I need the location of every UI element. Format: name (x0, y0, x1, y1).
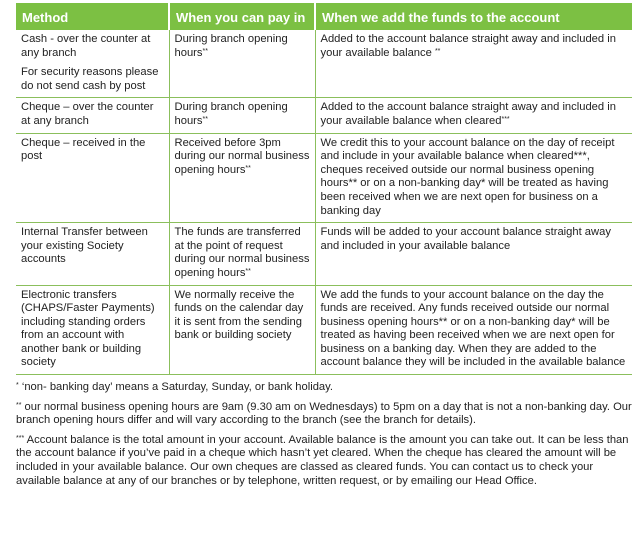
table-row (16, 223, 632, 285)
cell-when-add (315, 285, 632, 375)
footnote (16, 434, 632, 488)
footnote (16, 401, 632, 428)
footnote-mark: * (16, 382, 19, 390)
cell-text: Cheque – over the counter at any branch (21, 101, 154, 127)
cell-text: We add the funds to your account balance on the day the funds are received. Any funds received outside our normal business opening hours** or on a non-banking day* will be treated as having been received when we are next open for business on a banking day. When they are added to the account balance they will be included in the available balance (320, 288, 626, 369)
cell-text: We normally receive the funds on the calendar day it is sent from the sending bank or building society (174, 288, 304, 342)
table-row (16, 30, 632, 98)
cell-text: Internal Transfer between your existing Society accounts (21, 226, 148, 266)
cell-text: During branch opening hours (174, 101, 288, 127)
cell-when-add (315, 98, 632, 133)
cell-when-pay (169, 98, 315, 133)
cell-method (16, 98, 169, 133)
cell-text: We credit this to your account balance on the day of receipt and include in your available balance when cleared***, cheques received outside our normal business opening hours** or on a non-banking day* will be treated as having been received when we are next open for business on a banking day (320, 136, 615, 217)
footnote-text: ‘non- banking day’ means a Saturday, Sunday, or bank holiday. (18, 381, 334, 394)
cell-when-pay (169, 133, 315, 223)
header-method: Method (16, 3, 169, 30)
header-when-add: When we add the funds to the account (315, 3, 632, 30)
footnotes (16, 381, 632, 488)
cell-method (16, 223, 169, 285)
cell-when-pay (169, 30, 315, 98)
footnote-mark: ** (245, 164, 251, 172)
cell-text: Cash - over the counter at any branch (21, 33, 151, 59)
cell-text: Added to the account balance straight away and included in your available balance (320, 33, 616, 59)
table-row (16, 133, 632, 223)
footnote (16, 381, 632, 395)
footnote-mark: ** (202, 115, 208, 123)
footnote-mark: *** (501, 115, 510, 123)
payment-methods-table (16, 3, 632, 375)
cell-text: For security reasons please do not send cash by post (21, 66, 159, 92)
footnote-mark: ** (16, 401, 22, 409)
cell-method (16, 133, 169, 223)
footnote-mark: ** (434, 47, 441, 55)
footnote-text: our normal business opening hours are 9am (9.30 am on Wednesdays) to 5pm on a day that is not a non-banking day. Our branch opening hours differ and will vary according to the branch (see the branch for details). (16, 400, 632, 427)
cell-text: During branch opening hours (174, 33, 288, 59)
cell-when-add (315, 30, 632, 98)
footnote-mark: ** (245, 267, 251, 275)
cell-when-add (315, 133, 632, 223)
cell-when-pay (169, 223, 315, 285)
cell-text: Received before 3pm during our normal business opening hours (174, 136, 310, 176)
footnote-text: Account balance is the total amount in your account. Available balance is the amount you can take out. It can be less than the account balance if you’ve paid in a cheque which hasn’t yet cleared. When the cheque has cleared the amount will be included in your available balance. Our own cheques are classed as cleared funds. You can contact us to check your available balance at any of our branches or by telephone, written request, or by emailing our Head Office. (16, 433, 629, 487)
table-row (16, 98, 632, 133)
footnote-mark: *** (16, 434, 25, 442)
header-when-pay: When you can pay in (169, 3, 315, 30)
cell-when-pay (169, 285, 315, 375)
cell-when-add (315, 223, 632, 285)
cell-method (16, 30, 169, 98)
cell-text: The funds are transferred at the point of request during our normal business opening hours (174, 226, 310, 279)
cell-text: Cheque – received in the post (21, 136, 146, 163)
table-row (16, 285, 632, 375)
cell-text: Electronic transfers (CHAPS/Faster Payments) including standing orders from an account with another bank or building society (21, 288, 155, 369)
cell-text: Funds will be added to your account balance straight away and included in your available balance (320, 226, 611, 252)
table-header-row (16, 3, 632, 30)
cell-text: Added to the account balance straight away and included in your available balance when cleared (320, 101, 616, 127)
cell-method (16, 285, 169, 375)
footnote-mark: ** (202, 47, 208, 55)
